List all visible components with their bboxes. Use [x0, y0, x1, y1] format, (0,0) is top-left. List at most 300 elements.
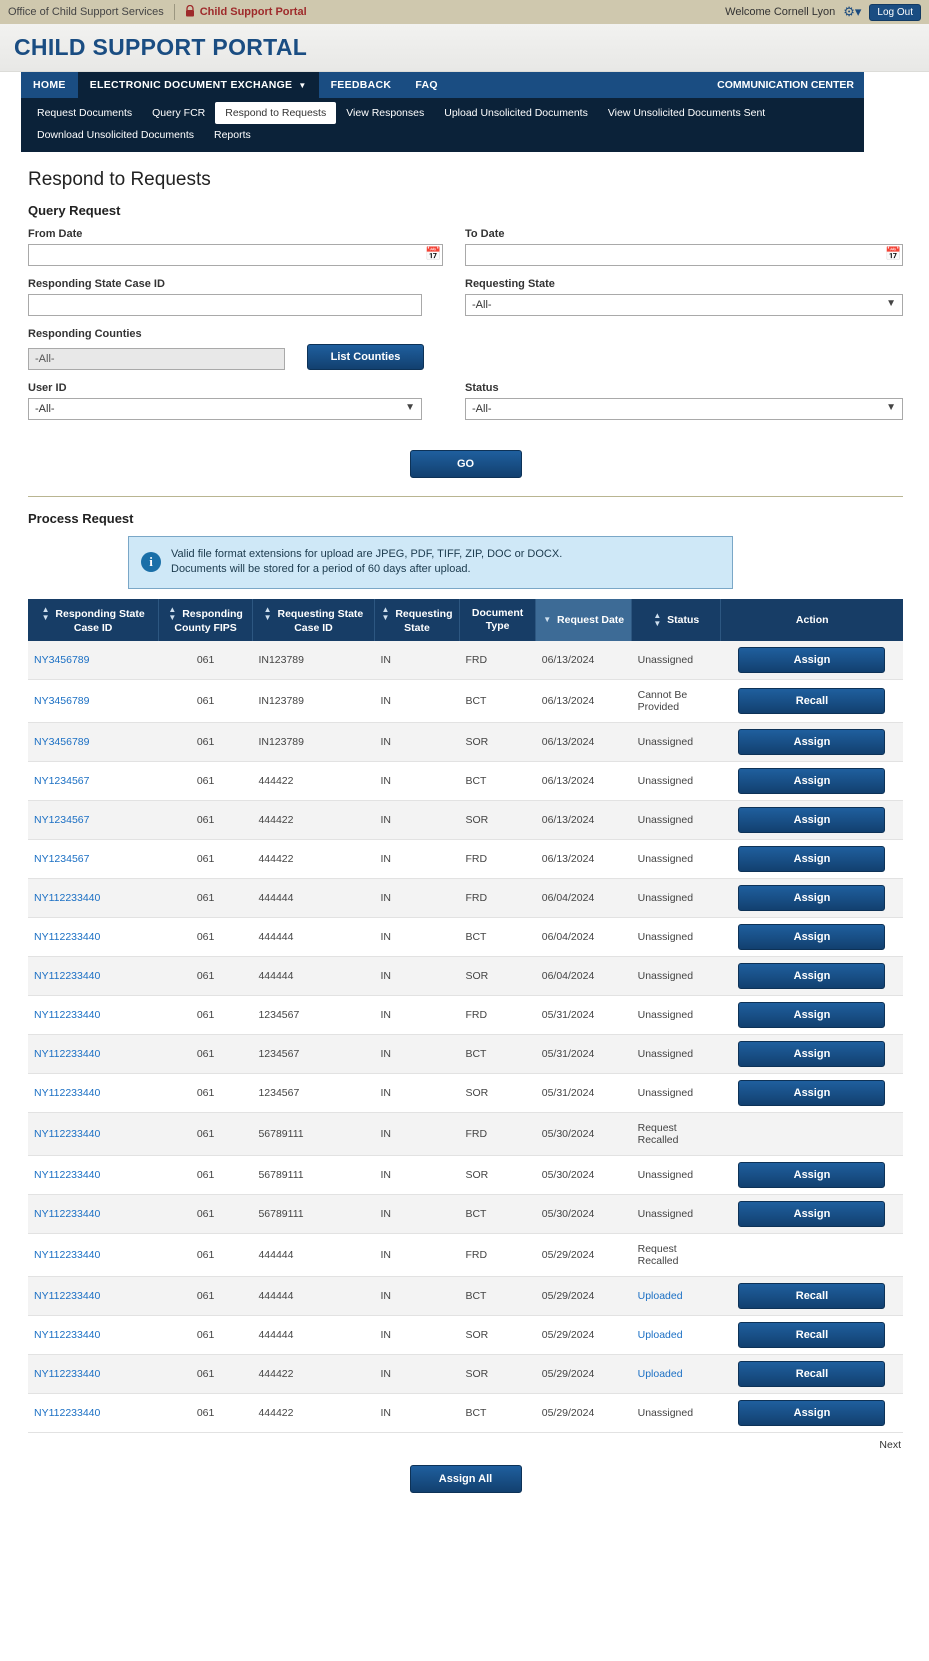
cell-document-type: SOR	[459, 1316, 535, 1355]
cell-request-date: 05/29/2024	[536, 1234, 632, 1277]
table-row	[28, 1113, 903, 1156]
cell-requesting-state-case-id: 444422	[252, 762, 374, 801]
table-row	[28, 918, 903, 957]
table-row	[28, 680, 903, 723]
case-id-link[interactable]: NY1234567	[34, 814, 90, 827]
cell-requesting-state-case-id: IN123789	[252, 641, 374, 680]
cell-requesting-state: IN	[374, 1234, 459, 1277]
cell-responding-state-case-id	[28, 1074, 159, 1113]
assign-all-row	[28, 1451, 903, 1511]
cell-document-type: FRD	[459, 641, 535, 680]
cell-responding-state-case-id	[28, 641, 159, 680]
cell-responding-county-fips: 061	[159, 1074, 253, 1113]
cell-requesting-state: IN	[374, 1113, 459, 1156]
assign-button[interactable]: Assign	[738, 924, 885, 950]
calendar-icon[interactable]: 📅	[425, 246, 442, 261]
column-header-requesting-state[interactable]	[374, 599, 459, 642]
assign-button[interactable]: Assign	[738, 729, 885, 755]
welcome-label: Welcome Cornell Lyon	[725, 6, 836, 18]
cell-request-date: 06/13/2024	[536, 641, 632, 680]
utility-right	[725, 4, 921, 21]
case-id-link[interactable]: NY3456789	[34, 654, 90, 667]
assign-button[interactable]: Assign	[738, 885, 885, 911]
status-uploaded-link[interactable]: Uploaded	[637, 1329, 683, 1342]
portal-link[interactable]	[185, 5, 307, 20]
responding-state-case-id-input[interactable]	[28, 294, 422, 316]
cell-requesting-state-case-id: 444422	[252, 840, 374, 879]
nav-item-feedback[interactable]: FEEDBACK	[330, 79, 392, 91]
cell-requesting-state-case-id: 444422	[252, 1394, 374, 1433]
case-id-link[interactable]: NY1234567	[34, 853, 90, 866]
cell-responding-county-fips: 061	[159, 1277, 253, 1316]
cell-responding-county-fips: 061	[159, 680, 253, 723]
cell-requesting-state: IN	[374, 1156, 459, 1195]
cell-responding-state-case-id	[28, 1316, 159, 1355]
sort-icon: ▲ ▼	[381, 604, 390, 622]
cell-responding-county-fips: 061	[159, 840, 253, 879]
cell-request-date: 05/29/2024	[536, 1277, 632, 1316]
cell-action	[721, 801, 903, 840]
cell-responding-county-fips: 061	[159, 801, 253, 840]
case-id-link[interactable]: NY112233440	[34, 1208, 101, 1221]
cell-status: Unassigned	[632, 1035, 721, 1074]
cell-status: Unassigned	[632, 918, 721, 957]
page-title: Respond to Requests	[28, 169, 211, 190]
responding-state-case-id-field	[28, 278, 443, 316]
cell-requesting-state-case-id: 56789111	[252, 1156, 374, 1195]
assign-button[interactable]: Assign	[738, 1002, 885, 1028]
to-date-field	[465, 228, 903, 266]
column-header-request-date[interactable]	[536, 599, 632, 642]
nav-secondary	[21, 98, 864, 152]
sort-icon: ▲ ▼	[263, 604, 272, 622]
table-row	[28, 1316, 903, 1355]
cell-request-date: 05/31/2024	[536, 1074, 632, 1113]
table-row	[28, 1234, 903, 1277]
cell-status: Unassigned	[632, 879, 721, 918]
cell-status: Unassigned	[632, 1394, 721, 1433]
cell-responding-county-fips: 061	[159, 723, 253, 762]
case-id-link[interactable]: NY1234567	[34, 775, 90, 788]
cell-responding-county-fips: 061	[159, 879, 253, 918]
user-id-field	[28, 382, 443, 420]
cell-requesting-state: IN	[374, 918, 459, 957]
cell-requesting-state: IN	[374, 1355, 459, 1394]
cell-status	[632, 1316, 721, 1355]
table-row	[28, 1394, 903, 1433]
cell-status: Unassigned	[632, 1195, 721, 1234]
recall-button[interactable]: Recall	[738, 1361, 885, 1387]
recall-button[interactable]: Recall	[738, 1283, 885, 1309]
cell-action	[721, 879, 903, 918]
case-id-link[interactable]: NY112233440	[34, 1368, 101, 1381]
nav-item-ede-label: ELECTRONIC DOCUMENT EXCHANGE	[89, 79, 293, 91]
agency-label: Office of Child Support Services	[8, 6, 164, 18]
status-uploaded-link[interactable]: Uploaded	[637, 1290, 683, 1303]
table-row	[28, 1156, 903, 1195]
table-row	[28, 1355, 903, 1394]
chevron-down-icon: ▼	[298, 80, 307, 90]
cell-action	[721, 1394, 903, 1433]
column-header-responding-county-fips[interactable]	[159, 599, 253, 642]
table-row	[28, 641, 903, 680]
nav-primary	[21, 72, 864, 98]
cell-requesting-state-case-id: 1234567	[252, 1035, 374, 1074]
cell-status: Cannot Be Provided	[632, 680, 721, 723]
subnav-item-query-fcr[interactable]: Query FCR	[152, 107, 206, 119]
cell-document-type: SOR	[459, 723, 535, 762]
subnav-item-view-responses[interactable]: View Responses	[346, 107, 425, 119]
cell-action	[721, 1035, 903, 1074]
cell-responding-state-case-id	[28, 1195, 159, 1234]
to-date-wrap	[465, 244, 903, 266]
cell-responding-state-case-id	[28, 1035, 159, 1074]
status-wrap	[465, 398, 903, 420]
cell-action	[721, 641, 903, 680]
cell-requesting-state-case-id: 444444	[252, 1234, 374, 1277]
cell-status: Unassigned	[632, 641, 721, 680]
table-row	[28, 840, 903, 879]
cell-requesting-state-case-id: 444444	[252, 918, 374, 957]
cell-request-date: 06/13/2024	[536, 840, 632, 879]
sort-icon: ▲ ▼	[41, 604, 50, 622]
column-label: Action	[795, 613, 829, 626]
cell-requesting-state: IN	[374, 1074, 459, 1113]
responding-counties-input	[28, 348, 285, 370]
cell-requesting-state: IN	[374, 723, 459, 762]
nav-item-faq[interactable]: FAQ	[415, 79, 438, 91]
cell-request-date: 06/04/2024	[536, 918, 632, 957]
column-header-requesting-state-case-id[interactable]	[252, 599, 374, 642]
info-line-2: Documents will be stored for a period of 60 days after upload.	[171, 563, 471, 576]
table-row	[28, 1074, 903, 1113]
chevron-down-icon: ▼	[886, 402, 896, 413]
case-id-link[interactable]: NY112233440	[34, 1128, 101, 1141]
from-date-field	[28, 228, 443, 266]
responding-counties-label: Responding Counties	[28, 328, 142, 340]
table-row	[28, 723, 903, 762]
assign-button[interactable]: Assign	[738, 1162, 885, 1188]
case-id-link[interactable]: NY112233440	[34, 970, 101, 983]
assign-button[interactable]: Assign	[738, 1400, 885, 1426]
cell-requesting-state-case-id: 444444	[252, 1316, 374, 1355]
status-field	[465, 382, 903, 420]
column-label: Requesting State	[395, 607, 453, 634]
cell-responding-state-case-id	[28, 918, 159, 957]
cell-status: Unassigned	[632, 840, 721, 879]
cell-requesting-state: IN	[374, 1035, 459, 1074]
info-line-1: Valid file format extensions for upload are JPEG, PDF, TIFF, ZIP, DOC or DOCX.	[171, 548, 563, 560]
query-form	[28, 228, 903, 432]
cell-requesting-state: IN	[374, 801, 459, 840]
cell-status: Unassigned	[632, 1156, 721, 1195]
query-request-heading: Query Request	[28, 203, 121, 218]
from-date-input[interactable]	[28, 244, 443, 266]
portal-link-label: Child Support Portal	[199, 6, 307, 18]
case-id-link[interactable]: NY112233440	[34, 892, 101, 905]
column-label: Document Type	[471, 607, 524, 633]
assign-all-button[interactable]: Assign All	[410, 1465, 522, 1493]
column-label: Request Date	[557, 613, 625, 626]
cell-requesting-state-case-id: 444422	[252, 801, 374, 840]
go-row	[28, 450, 903, 478]
to-date-input[interactable]	[465, 244, 903, 266]
cell-responding-county-fips: 061	[159, 1156, 253, 1195]
calendar-icon[interactable]: 📅	[885, 246, 902, 261]
assign-button[interactable]: Assign	[738, 1201, 885, 1227]
cell-action	[721, 680, 903, 723]
case-id-link[interactable]: NY112233440	[34, 1087, 101, 1100]
cell-action	[721, 1277, 903, 1316]
table-row	[28, 1035, 903, 1074]
status-select[interactable]	[465, 398, 903, 420]
requesting-state-label: Requesting State	[465, 278, 555, 290]
subnav-item-reports[interactable]: Reports	[214, 129, 251, 141]
assign-button[interactable]: Assign	[738, 1080, 885, 1106]
case-id-link[interactable]: NY112233440	[34, 1009, 101, 1022]
cell-requesting-state: IN	[374, 641, 459, 680]
column-label: Requesting State Case ID	[277, 607, 364, 634]
cell-requesting-state: IN	[374, 1316, 459, 1355]
cell-responding-state-case-id	[28, 879, 159, 918]
assign-button[interactable]: Assign	[738, 1041, 885, 1067]
cell-request-date: 05/30/2024	[536, 1156, 632, 1195]
case-id-link[interactable]: NY112233440	[34, 1329, 101, 1342]
cell-document-type: FRD	[459, 996, 535, 1035]
utility-bar	[0, 0, 929, 24]
cell-status: Unassigned	[632, 762, 721, 801]
recall-button[interactable]: Recall	[738, 1322, 885, 1348]
case-id-link[interactable]: NY112233440	[34, 1407, 101, 1420]
cell-status: Unassigned	[632, 1074, 721, 1113]
cell-document-type: BCT	[459, 1394, 535, 1433]
cell-request-date: 06/13/2024	[536, 801, 632, 840]
chevron-down-icon: ▼	[886, 298, 896, 309]
go-button[interactable]: GO	[410, 450, 522, 478]
process-request-heading: Process Request	[28, 511, 134, 526]
cell-request-date: 05/29/2024	[536, 1355, 632, 1394]
cell-request-date: 06/13/2024	[536, 762, 632, 801]
main-content	[0, 152, 929, 1511]
cell-request-date: 05/30/2024	[536, 1113, 632, 1156]
subnav-item-request-documents[interactable]: Request Documents	[37, 107, 133, 119]
info-icon: i	[141, 552, 161, 572]
cell-document-type: BCT	[459, 762, 535, 801]
case-id-link[interactable]: NY112233440	[34, 1249, 101, 1262]
gear-icon[interactable]: ⚙▾	[843, 4, 862, 19]
cell-requesting-state-case-id: 444444	[252, 879, 374, 918]
cell-request-date: 05/29/2024	[536, 1316, 632, 1355]
cell-document-type: FRD	[459, 840, 535, 879]
cell-responding-county-fips: 061	[159, 1316, 253, 1355]
column-label: Responding County FIPS	[174, 607, 243, 634]
cell-document-type: BCT	[459, 680, 535, 723]
requesting-state-select[interactable]	[465, 294, 903, 316]
cell-requesting-state-case-id: IN123789	[252, 723, 374, 762]
user-id-select[interactable]	[28, 398, 422, 420]
assign-button[interactable]: Assign	[738, 963, 885, 989]
cell-requesting-state: IN	[374, 840, 459, 879]
case-id-link[interactable]: NY112233440	[34, 1048, 101, 1061]
from-date-wrap	[28, 244, 443, 266]
case-id-link[interactable]: NY112233440	[34, 931, 101, 944]
assign-button[interactable]: Assign	[738, 647, 885, 673]
pagination	[28, 1433, 903, 1451]
nav-item-electronic-document-exchange[interactable]	[78, 72, 319, 98]
table-row	[28, 1195, 903, 1234]
subnav-item-respond-to-requests[interactable]: Respond to Requests	[215, 102, 336, 124]
lock-icon	[185, 5, 195, 20]
assign-button[interactable]: Assign	[738, 768, 885, 794]
cell-action	[721, 840, 903, 879]
sort-desc-icon: ▼	[543, 615, 552, 624]
cell-action	[721, 996, 903, 1035]
nav-item-home[interactable]: HOME	[33, 79, 66, 91]
column-header-status[interactable]	[632, 599, 721, 642]
cell-requesting-state-case-id: 1234567	[252, 996, 374, 1035]
cell-requesting-state-case-id: 56789111	[252, 1113, 374, 1156]
subnav-item-view-unsolicited-documents-sent[interactable]: View Unsolicited Documents Sent	[607, 107, 766, 119]
cell-responding-county-fips: 061	[159, 957, 253, 996]
main-navigation	[21, 72, 864, 152]
cell-action	[721, 957, 903, 996]
upload-info-box	[128, 536, 733, 589]
cell-responding-county-fips: 061	[159, 762, 253, 801]
status-label: Status	[465, 382, 499, 394]
cell-responding-county-fips: 061	[159, 1394, 253, 1433]
cell-request-date: 05/29/2024	[536, 1394, 632, 1433]
case-id-link[interactable]: NY3456789	[34, 695, 90, 708]
table-header	[28, 599, 903, 642]
cell-responding-county-fips: 061	[159, 1195, 253, 1234]
cell-action	[721, 1234, 903, 1277]
cell-request-date: 06/04/2024	[536, 957, 632, 996]
cell-status	[632, 1355, 721, 1394]
cell-action	[721, 1316, 903, 1355]
cell-responding-state-case-id	[28, 1394, 159, 1433]
subnav-item-download-unsolicited-documents[interactable]: Download Unsolicited Documents	[37, 129, 194, 141]
cell-document-type: BCT	[459, 1277, 535, 1316]
cell-responding-state-case-id	[28, 840, 159, 879]
responding-state-case-id-label: Responding State Case ID	[28, 278, 165, 290]
user-id-label: User ID	[28, 382, 67, 394]
cell-document-type: SOR	[459, 1156, 535, 1195]
sort-icon: ▲ ▼	[653, 611, 662, 629]
requesting-state-field	[465, 278, 903, 316]
case-id-link[interactable]: NY3456789	[34, 736, 90, 749]
table-row	[28, 879, 903, 918]
cell-request-date: 06/04/2024	[536, 879, 632, 918]
cell-requesting-state: IN	[374, 1394, 459, 1433]
cell-document-type: FRD	[459, 879, 535, 918]
cell-request-date: 06/13/2024	[536, 723, 632, 762]
cell-document-type: FRD	[459, 1234, 535, 1277]
cell-document-type: FRD	[459, 1113, 535, 1156]
cell-responding-state-case-id	[28, 801, 159, 840]
cell-action	[721, 918, 903, 957]
sort-icon: ▲ ▼	[168, 604, 177, 622]
cell-responding-county-fips: 061	[159, 1234, 253, 1277]
cell-requesting-state-case-id: 444444	[252, 1277, 374, 1316]
table-row	[28, 762, 903, 801]
cell-requesting-state-case-id: 1234567	[252, 1074, 374, 1113]
case-id-link[interactable]: NY112233440	[34, 1169, 101, 1182]
divider	[174, 4, 175, 20]
column-header-action	[721, 599, 903, 642]
table-row	[28, 1277, 903, 1316]
cell-requesting-state: IN	[374, 957, 459, 996]
column-header-document-type[interactable]	[459, 599, 535, 642]
cell-responding-county-fips: 061	[159, 641, 253, 680]
cell-action	[721, 1156, 903, 1195]
cell-status: Request Recalled	[632, 1113, 721, 1156]
responding-counties-field	[28, 328, 443, 370]
nav-item-communication-center[interactable]: COMMUNICATION CENTER	[717, 79, 854, 91]
cell-responding-state-case-id	[28, 996, 159, 1035]
cell-responding-state-case-id	[28, 1113, 159, 1156]
cell-action	[721, 723, 903, 762]
status-uploaded-link[interactable]: Uploaded	[637, 1368, 683, 1381]
assign-button[interactable]: Assign	[738, 846, 885, 872]
cell-document-type: BCT	[459, 1195, 535, 1234]
cell-action	[721, 762, 903, 801]
column-header-responding-state-case-id[interactable]	[28, 599, 159, 642]
responding-counties-row	[28, 344, 443, 370]
cell-responding-state-case-id	[28, 1277, 159, 1316]
cell-responding-county-fips: 061	[159, 1355, 253, 1394]
cell-document-type: BCT	[459, 918, 535, 957]
from-date-label: From Date	[28, 228, 83, 240]
column-label: Responding State Case ID	[55, 607, 145, 634]
cell-responding-state-case-id	[28, 680, 159, 723]
cell-action	[721, 1113, 903, 1156]
subnav-item-upload-unsolicited-documents[interactable]: Upload Unsolicited Documents	[444, 107, 588, 119]
cell-requesting-state: IN	[374, 762, 459, 801]
cell-requesting-state: IN	[374, 996, 459, 1035]
table-row	[28, 957, 903, 996]
cell-document-type: SOR	[459, 1355, 535, 1394]
cell-action	[721, 1074, 903, 1113]
cell-request-date: 05/31/2024	[536, 1035, 632, 1074]
cell-action	[721, 1355, 903, 1394]
list-counties-button[interactable]: List Counties	[307, 344, 424, 370]
cell-action	[721, 1195, 903, 1234]
cell-requesting-state: IN	[374, 680, 459, 723]
user-id-wrap	[28, 398, 422, 420]
cell-request-date: 06/13/2024	[536, 680, 632, 723]
cell-request-date: 05/31/2024	[536, 996, 632, 1035]
next-page-link[interactable]: Next	[879, 1439, 901, 1452]
cell-status: Unassigned	[632, 801, 721, 840]
spacer	[465, 328, 903, 382]
cell-document-type: BCT	[459, 1035, 535, 1074]
cell-document-type: SOR	[459, 1074, 535, 1113]
cell-requesting-state-case-id: IN123789	[252, 680, 374, 723]
case-id-link[interactable]: NY112233440	[34, 1290, 101, 1303]
cell-requesting-state: IN	[374, 879, 459, 918]
recall-button[interactable]: Recall	[738, 688, 885, 714]
info-text	[171, 547, 562, 578]
cell-responding-county-fips: 061	[159, 996, 253, 1035]
cell-responding-county-fips: 061	[159, 1113, 253, 1156]
requests-table	[28, 599, 903, 1434]
table-row	[28, 996, 903, 1035]
cell-responding-state-case-id	[28, 762, 159, 801]
logout-button[interactable]: Log Out	[869, 4, 921, 21]
cell-requesting-state-case-id: 444444	[252, 957, 374, 996]
table-header-row	[28, 599, 903, 642]
assign-button[interactable]: Assign	[738, 807, 885, 833]
